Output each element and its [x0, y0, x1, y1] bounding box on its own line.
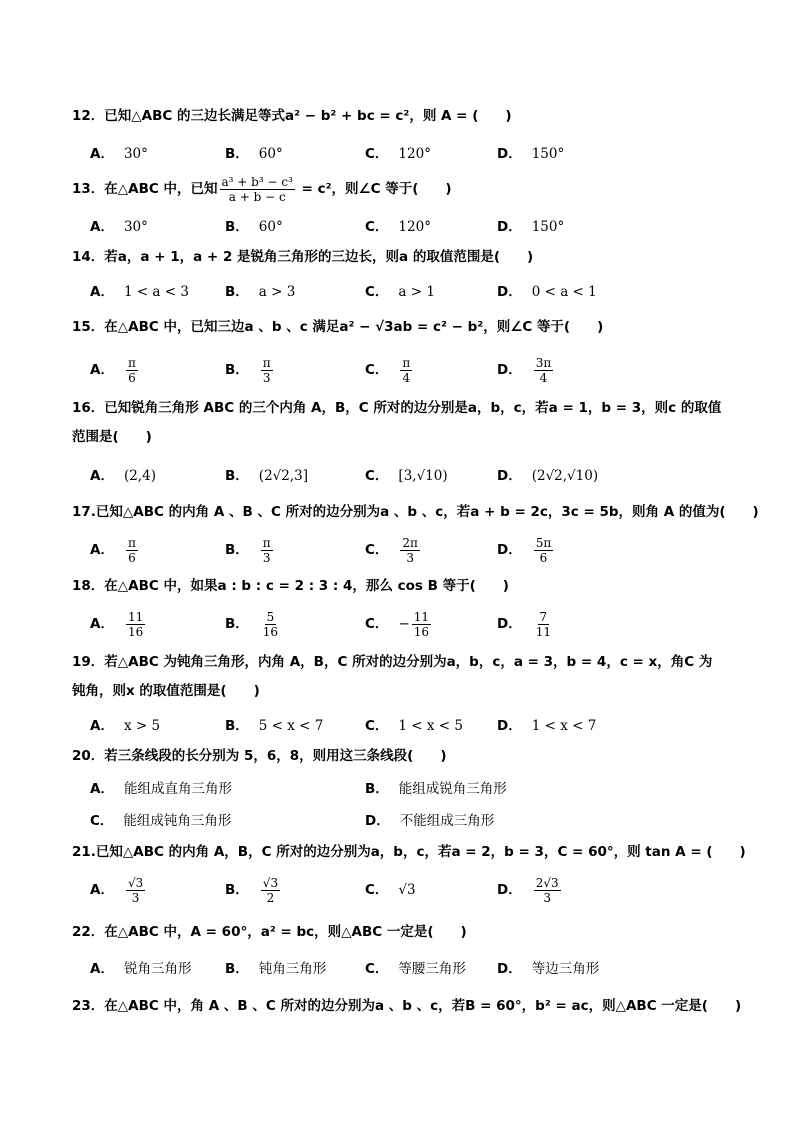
option-a[interactable]: A． $\frac{\pi}{6}$ — [90, 355, 136, 385]
question-stem: 已知锐角三角形 ABC 的三个内角 A，B，C 所对的边分别是a，b，c，若a = 1，b = 3，则c 的取值 — [104, 400, 722, 416]
question-17 — [72, 502, 759, 522]
option-b[interactable]: B． (2√2,3] — [225, 468, 308, 484]
question-number: 20． — [72, 748, 105, 764]
question-number: 13． — [72, 181, 105, 197]
option-b[interactable]: B． 能组成锐角三角形 — [365, 781, 507, 797]
options-14 — [90, 281, 730, 305]
option-d[interactable]: D． (2√2,√10) — [497, 468, 599, 484]
question-19 — [72, 652, 732, 672]
option-b[interactable]: B． $\frac{\pi}{3}$ — [225, 355, 271, 385]
option-d[interactable]: D． 不能组成三角形 — [365, 813, 495, 829]
options-20-row2 — [90, 810, 730, 834]
option-c[interactable]: C． √3 — [365, 882, 416, 898]
option-c[interactable]: C． $\frac{\pi}{4}$ — [365, 355, 411, 385]
question-16-line2: 范围是( ) — [72, 429, 152, 445]
question-number: 16． — [72, 400, 105, 416]
option-c[interactable]: C． − $\frac{11}{16}$ — [365, 609, 430, 639]
options-22 — [90, 958, 730, 982]
options-19 — [90, 715, 730, 739]
option-a[interactable]: A． 30° — [90, 146, 148, 162]
option-d[interactable]: D． $\frac{7}{11}$ — [497, 609, 551, 639]
options-16 — [90, 465, 730, 489]
options-15 — [90, 350, 730, 390]
question-23 — [72, 996, 742, 1016]
question-13: 13．在△ABC 中，已知 $\frac{\text{a³ + b³ − c³}}{a + b - c}$ = c²，则∠C 等于( ) — [72, 175, 452, 204]
question-stem: 在△ABC 中，角 A 、B 、C 所对的边分别为a 、b 、c，若B = 60°，b² = ac，则△ABC 一定是( ) — [104, 998, 742, 1014]
option-c[interactable]: C． $\frac{2\pi}{3}$ — [365, 535, 418, 565]
option-c[interactable]: C． 能组成钝角三角形 — [90, 813, 232, 829]
question-stem: 若△ABC 为钝角三角形，内角 A，B，C 所对的边分别为a，b，c，a = 3，b = 4，c = x，角C 为 — [104, 654, 713, 670]
option-b[interactable]: B． $\frac{\pi}{3}$ — [225, 535, 271, 565]
question-22 — [72, 922, 732, 942]
option-a[interactable]: A． 能组成直角三角形 — [90, 781, 232, 797]
question-18 — [72, 576, 732, 596]
option-d[interactable]: D． 150° — [497, 146, 565, 162]
question-number: 21. — [72, 844, 96, 860]
question-stem: 在△ABC 中，如果a : b : c = 2 : 3 : 4，那么 cos B 等于( ) — [104, 578, 509, 594]
option-b[interactable]: B． $\frac{5}{16}$ — [225, 609, 279, 639]
option-c[interactable]: C． 等腰三角形 — [365, 961, 466, 977]
option-d[interactable]: D． 0 < a < 1 — [497, 284, 597, 300]
option-a[interactable]: A． $\frac{\pi}{6}$ — [90, 535, 136, 565]
option-c[interactable]: C． 120° — [365, 219, 431, 235]
option-c[interactable]: C． [3,√10) — [365, 468, 448, 484]
option-b[interactable]: B． 60° — [225, 219, 283, 235]
question-21 — [72, 842, 746, 862]
question-number: 18． — [72, 578, 105, 594]
option-d[interactable]: D． $\frac{2√3}{3}$ — [497, 875, 559, 905]
option-a[interactable]: A． x > 5 — [90, 718, 161, 734]
option-a[interactable]: A． 锐角三角形 — [90, 961, 192, 977]
question-number: 17. — [72, 504, 96, 520]
option-b[interactable]: B． 钝角三角形 — [225, 961, 327, 977]
option-b[interactable]: B． 5 < x < 7 — [225, 718, 324, 734]
fraction: $\frac{\text{a³ + b³ − c³}}{a + b - c}$ — [221, 175, 293, 204]
question-stem: 若三条线段的长分别为 5，6，8，则用这三条线段( ) — [104, 748, 447, 764]
question-12 — [72, 106, 732, 126]
question-stem: 若a，a + 1，a + 2 是锐角三角形的三边长，则a 的取值范围是( ) — [104, 249, 534, 265]
option-d[interactable]: D． 1 < x < 7 — [497, 718, 597, 734]
options-12 — [90, 143, 730, 167]
option-a[interactable]: A． 1 < a < 3 — [90, 284, 189, 300]
option-d[interactable]: D． $\frac{5\pi}{6}$ — [497, 535, 552, 565]
question-number: 22． — [72, 924, 105, 940]
option-b[interactable]: B． a > 3 — [225, 284, 296, 300]
options-21 — [90, 870, 730, 910]
question-stem: 在△ABC 中，A = 60°，a² = bc，则△ABC 一定是( ) — [104, 924, 467, 940]
question-stem: 已知△ABC 的内角 A，B，C 所对的边分别为a，b，c，若a = 2，b = 3，C = 60°，则 tan A = ( ) — [95, 844, 746, 860]
option-d[interactable]: D． $\frac{3\pi}{4}$ — [497, 355, 552, 385]
question-stem: 已知△ABC 的三边长满足等式a² − b² + bc = c²，则 A = ( ) — [104, 108, 512, 124]
question-19-line2: 钝角，则x 的取值范围是( ) — [72, 683, 260, 699]
option-b[interactable]: B． $\frac{√3}{2}$ — [225, 875, 279, 905]
option-a[interactable]: A． $\frac{11}{16}$ — [90, 609, 144, 639]
option-a[interactable]: A． 30° — [90, 219, 148, 235]
option-c[interactable]: C． a > 1 — [365, 284, 435, 300]
question-number: 12． — [72, 108, 105, 124]
options-17 — [90, 530, 730, 570]
option-a[interactable]: A． (2,4) — [90, 468, 156, 484]
question-14 — [72, 247, 732, 267]
options-20-row1 — [90, 778, 730, 802]
question-number: 23． — [72, 998, 105, 1014]
options-13 — [90, 216, 730, 240]
question-number: 19． — [72, 654, 105, 670]
question-16 — [72, 398, 732, 418]
option-c[interactable]: C． 1 < x < 5 — [365, 718, 464, 734]
option-a[interactable]: A． $\frac{√3}{3}$ — [90, 875, 144, 905]
option-b[interactable]: B． 60° — [225, 146, 283, 162]
options-18 — [90, 604, 730, 644]
question-number: 14． — [72, 249, 105, 265]
option-d[interactable]: D． 等边三角形 — [497, 961, 600, 977]
option-c[interactable]: C． 120° — [365, 146, 431, 162]
question-number: 15． — [72, 319, 105, 335]
question-stem: 在△ABC 中，已知三边a 、b 、c 满足a² − √3ab = c² − b²，则∠C 等于( ) — [104, 319, 604, 335]
option-d[interactable]: D． 150° — [497, 219, 565, 235]
question-15 — [72, 317, 732, 337]
question-stem: 已知△ABC 的内角 A 、B 、C 所对的边分别为a 、b 、c，若a + b = 2c，3c = 5b，则角 A 的值为( ) — [95, 504, 759, 520]
question-20 — [72, 746, 732, 766]
